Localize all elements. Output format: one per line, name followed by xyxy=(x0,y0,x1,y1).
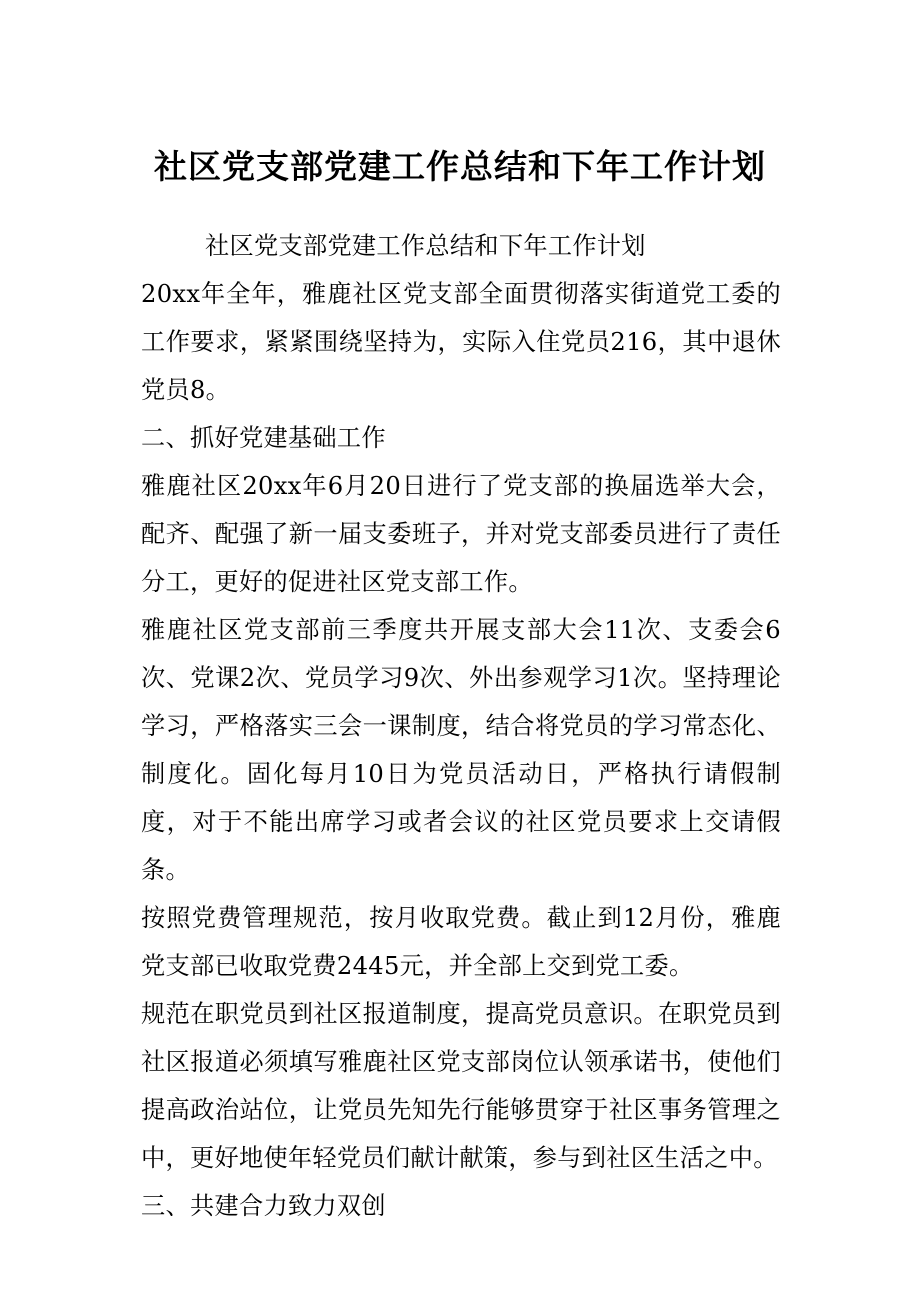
reporting-paragraph: 规范在职党员到社区报道制度，提高党员意识。在职党员到社区报道必须填写雅鹿社区党支部岗位认领承诺书，使他们提高政治站位，让党员先知先行能够贯穿于社区事务管理之中，更好地使年轻党员们献计献策，参与到社区生活之中。 xyxy=(141,1000,781,1172)
section-heading-2: 二、抓好党建基础工作 xyxy=(141,424,386,452)
subtitle-paragraph: 社区党支部党建工作总结和下年工作计划 xyxy=(205,232,646,260)
intro-paragraph: 20xx年全年，雅鹿社区党支部全面贯彻落实街道党工委的工作要求，紧紧围绕坚持为，实际入住党员216，其中退休党员8。 xyxy=(141,280,781,404)
dues-paragraph: 按照党费管理规范，按月收取党费。截止到12月份，雅鹿党支部已收取党费2445元，并全部上交到党工委。 xyxy=(141,904,781,980)
election-paragraph: 雅鹿社区20xx年6月20日进行了党支部的换届选举大会，配齐、配强了新一届支委班子，并对党支部委员进行了责任分工，更好的促进社区党支部工作。 xyxy=(141,472,781,596)
activities-paragraph: 雅鹿社区党支部前三季度共开展支部大会11次、支委会6次、党课2次、党员学习9次、外出参观学习1次。坚持理论学习，严格落实三会一课制度，结合将党员的学习常态化、制度化。固化每月10日为党员活动日，严格执行请假制度，对于不能出席学习或者会议的社区党员要求上交请假条。 xyxy=(141,616,781,884)
document-title: 社区党支部党建工作总结和下年工作计划 xyxy=(154,147,766,186)
section-heading-3: 三、共建合力致力双创 xyxy=(141,1192,386,1220)
document-body xyxy=(141,222,781,1230)
